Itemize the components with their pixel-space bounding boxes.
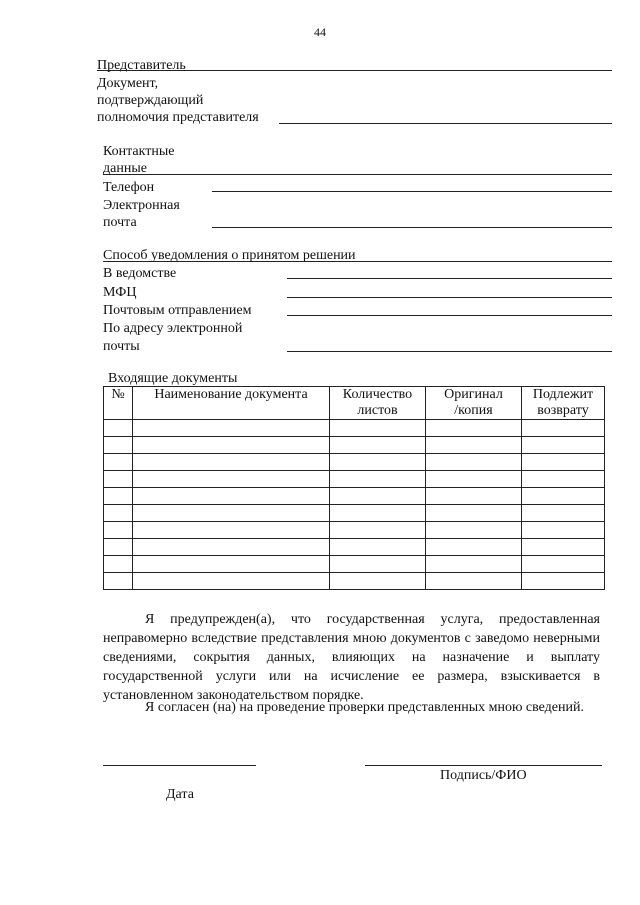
table-cell[interactable] [522, 505, 605, 522]
table-cell[interactable] [133, 505, 330, 522]
table-cell[interactable] [330, 420, 426, 437]
column-header-original-copy: Оригинал /копия [426, 387, 522, 420]
phone-field-line[interactable] [212, 191, 612, 192]
table-cell[interactable] [426, 488, 522, 505]
table-cell[interactable] [104, 556, 133, 573]
table-body [104, 420, 605, 590]
signature-label: Подпись/ФИО [440, 768, 527, 783]
signature-field-line[interactable] [365, 765, 602, 766]
table-cell[interactable] [133, 437, 330, 454]
table-cell[interactable] [522, 437, 605, 454]
notification-mfc-field-line[interactable] [287, 297, 612, 298]
table-cell[interactable] [330, 505, 426, 522]
notification-option-email-line1: По адресу электронной [103, 321, 243, 336]
page-number: 44 [314, 25, 326, 39]
date-label: Дата [166, 787, 194, 802]
table-cell[interactable] [330, 471, 426, 488]
column-header-number: № [104, 387, 133, 420]
table-cell[interactable] [426, 522, 522, 539]
table-row [104, 573, 605, 590]
incoming-documents-title: Входящие документы [108, 371, 238, 386]
table-cell[interactable] [104, 488, 133, 505]
notification-email-field-line[interactable] [287, 351, 612, 352]
email-label-line1: Электронная [103, 198, 180, 213]
consent-paragraph: Я согласен (на) на проведение проверки представленных мною сведений. [145, 700, 584, 715]
table-cell[interactable] [133, 454, 330, 471]
table-row [104, 488, 605, 505]
table-cell[interactable] [104, 471, 133, 488]
table-cell[interactable] [133, 522, 330, 539]
notification-heading: Способ уведомления о принятом решении [103, 248, 356, 263]
table-row [104, 539, 605, 556]
table-cell[interactable] [522, 471, 605, 488]
table-cell[interactable] [104, 539, 133, 556]
warning-paragraph: Я предупрежден(а), что государственная услуга, предоставленная неправомерно вследствие представления мною документов с заведомо неверными сведениями, сокрытия данных, влияющих на назначение и выплату государственной услуги или на исчисление ее размера, взыскивается в установленном законодательством порядке. [103, 612, 600, 703]
notification-post-field-line[interactable] [287, 315, 612, 316]
table-row [104, 556, 605, 573]
table-cell[interactable] [522, 573, 605, 590]
table-header-row [104, 387, 605, 420]
table-row [104, 522, 605, 539]
table-cell[interactable] [426, 539, 522, 556]
table-cell[interactable] [426, 505, 522, 522]
table-cell[interactable] [522, 556, 605, 573]
table-cell[interactable] [426, 471, 522, 488]
representative-document-line3: полномочия представителя [97, 110, 259, 125]
table-cell[interactable] [104, 522, 133, 539]
email-field-line[interactable] [212, 227, 612, 228]
table-cell[interactable] [522, 488, 605, 505]
table-cell[interactable] [330, 454, 426, 471]
incoming-documents-table [103, 386, 605, 590]
column-header-to-return: Подлежит возврату [522, 387, 605, 420]
table-cell[interactable] [426, 437, 522, 454]
representative-document-line1: Документ, [97, 76, 159, 91]
table-cell[interactable] [104, 505, 133, 522]
table-row [104, 505, 605, 522]
notification-option-office: В ведомстве [103, 266, 177, 281]
table-cell[interactable] [330, 539, 426, 556]
table-cell[interactable] [522, 539, 605, 556]
table-cell[interactable] [133, 573, 330, 590]
phone-label: Телефон [103, 180, 155, 195]
table-cell[interactable] [133, 420, 330, 437]
column-header-sheet-count: Количество листов [330, 387, 426, 420]
email-label-line2: почта [103, 215, 137, 230]
contacts-field-line[interactable] [103, 174, 612, 175]
table-cell[interactable] [522, 454, 605, 471]
notification-heading-line [103, 261, 612, 262]
notification-option-mfc: МФЦ [103, 285, 137, 300]
table-cell[interactable] [426, 573, 522, 590]
representative-field-line[interactable] [97, 70, 612, 71]
table-row [104, 471, 605, 488]
table-row [104, 437, 605, 454]
table-cell[interactable] [133, 539, 330, 556]
table-cell[interactable] [330, 556, 426, 573]
table-cell[interactable] [133, 556, 330, 573]
representative-document-line2: подтверждающий [97, 93, 204, 108]
table-cell[interactable] [426, 556, 522, 573]
table-cell[interactable] [104, 573, 133, 590]
table-cell[interactable] [104, 420, 133, 437]
date-field-line[interactable] [103, 765, 256, 766]
representative-document-field-line[interactable] [279, 123, 612, 124]
contacts-label-line1: Контактные [103, 144, 175, 159]
representative-label: Представитель [97, 58, 186, 73]
table-cell[interactable] [104, 437, 133, 454]
table-cell[interactable] [330, 522, 426, 539]
table-cell[interactable] [522, 420, 605, 437]
table-cell[interactable] [133, 488, 330, 505]
contacts-label-line2: данные [103, 161, 147, 176]
table-row [104, 454, 605, 471]
table-cell[interactable] [330, 437, 426, 454]
table-cell[interactable] [104, 454, 133, 471]
table-cell[interactable] [330, 573, 426, 590]
table-cell[interactable] [133, 471, 330, 488]
notification-option-email-line2: почты [103, 339, 140, 354]
table-cell[interactable] [330, 488, 426, 505]
column-header-document-name: Наименование документа [133, 387, 330, 420]
table-cell[interactable] [426, 420, 522, 437]
table-cell[interactable] [522, 522, 605, 539]
table-cell[interactable] [426, 454, 522, 471]
notification-office-field-line[interactable] [287, 278, 612, 279]
notification-option-post: Почтовым отправлением [103, 303, 252, 318]
table-row [104, 420, 605, 437]
